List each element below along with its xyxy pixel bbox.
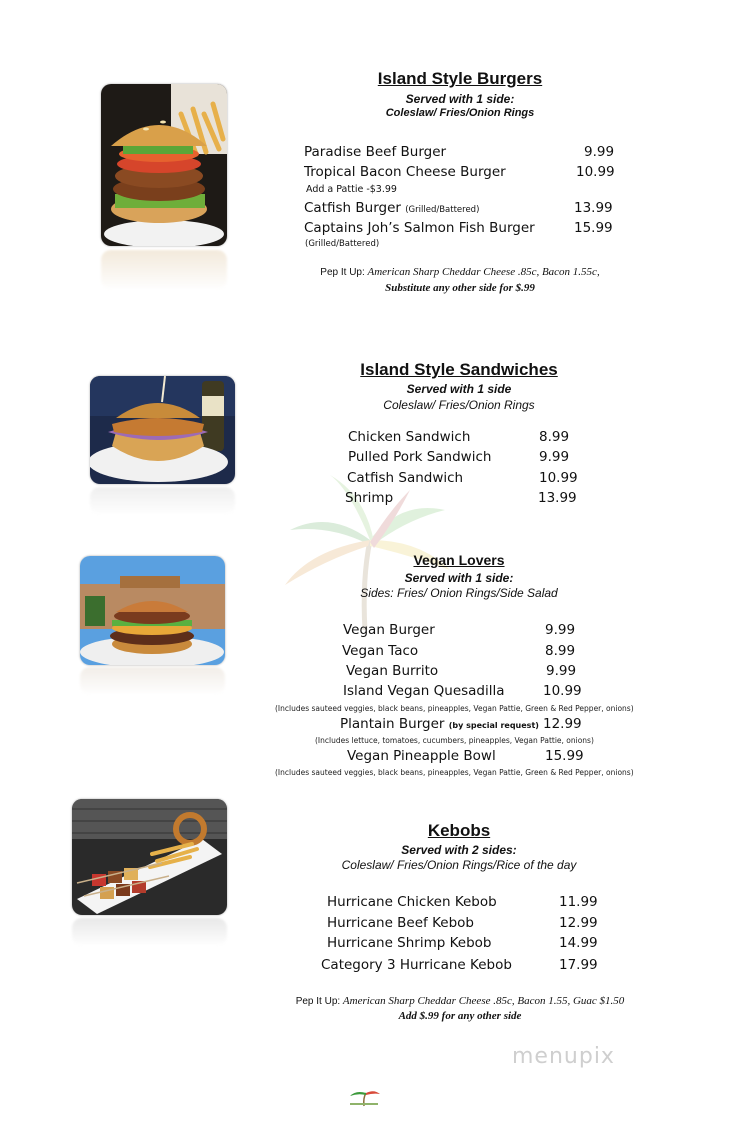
vegan-item-name: Vegan Pineapple Bowl <box>347 748 496 764</box>
kebobs-subtitle: Served with 2 sides: <box>401 843 517 857</box>
vegan-item-name: Vegan Burrito <box>346 663 439 679</box>
kebobs-add-side: Add $.99 for any other side <box>398 1010 522 1022</box>
vegan-item-price: 10.99 <box>543 683 582 699</box>
vegan-item-price: 8.99 <box>545 643 576 659</box>
burger-catfish-note: (Grilled/Battered) <box>405 205 480 215</box>
burgers-photo <box>101 84 227 246</box>
kebob-item-price: 17.99 <box>559 957 598 973</box>
burger-item-name: Tropical Bacon Cheese Burger <box>304 164 506 180</box>
burgers-pep-text: American Sharp Cheddar Cheese .85c, Bacon 1.55c, <box>367 266 600 278</box>
sandwiches-subtitle: Served with 1 side <box>406 382 512 396</box>
burgers-pep-label: Pep It Up: <box>320 267 365 278</box>
burgers-subtitle: Served with 1 side: <box>405 92 515 106</box>
burgers-pep-it-up <box>280 266 640 278</box>
sandwich-item-name: Shrimp <box>345 490 394 506</box>
vegan-item-name <box>340 716 539 732</box>
kebobs-sides: Coleslaw/ Fries/Onion Rings/Rice of the day <box>341 858 577 872</box>
menupix-watermark: menupix <box>512 1044 615 1069</box>
vegan-item-name: Island Vegan Quesadilla <box>343 683 505 699</box>
kebob-item-price: 14.99 <box>559 935 598 951</box>
sandwich-item-name: Catfish Sandwich <box>347 470 464 486</box>
sandwiches-title: Island Style Sandwiches <box>360 360 558 379</box>
vegan-item-name: Vegan Burger <box>343 622 435 638</box>
sandwiches-photo <box>90 376 235 484</box>
burger-item-name: Captains Joh’s Salmon Fish Burger <box>304 220 535 236</box>
vegan-photo-reflection <box>80 667 225 695</box>
kebob-item-name: Hurricane Shrimp Kebob <box>327 935 492 951</box>
sandwiches-photo-reflection <box>90 487 235 515</box>
vegan-item-price: 9.99 <box>546 663 577 679</box>
burger-item-name <box>304 200 479 216</box>
kebobs-pep-text: American Sharp Cheddar Cheese .85c, Bacon 1.55, Guac $1.50 <box>342 995 625 1007</box>
vegan-plantain-special: (by special request) <box>448 721 539 730</box>
kebob-item-price: 11.99 <box>559 894 598 910</box>
burger-item-price: 9.99 <box>584 144 615 160</box>
vegan-item-price: 12.99 <box>543 716 582 732</box>
kebob-item-name: Category 3 Hurricane Kebob <box>321 957 512 973</box>
burger-item-price: 13.99 <box>574 200 613 216</box>
kebob-item-name: Hurricane Chicken Kebob <box>327 894 497 910</box>
vegan-subtitle: Served with 1 side: <box>404 571 514 585</box>
vegan-photo <box>80 556 225 665</box>
burger-add-pattie-note: Add a Pattie -$3.99 <box>306 184 397 195</box>
burger-item-price: 10.99 <box>576 164 615 180</box>
burger-salmon-note: (Grilled/Battered) <box>305 239 380 249</box>
kebob-item-price: 12.99 <box>559 915 598 931</box>
burger-item-price: 15.99 <box>574 220 613 236</box>
kebobs-pep-it-up <box>255 995 665 1007</box>
vegan-plantain-name: Plantain Burger <box>340 716 445 732</box>
burger-catfish-name: Catfish Burger <box>304 200 401 216</box>
sandwich-item-price: 8.99 <box>539 429 570 445</box>
vegan-quesadilla-note: (Includes sauteed veggies, black beans, pineapples, Vegan Pattie, Green & Red Pepper, onions) <box>275 704 634 713</box>
sandwiches-sides: Coleslaw/ Fries/Onion Rings <box>383 398 535 412</box>
burger-item-name: Paradise Beef Burger <box>304 144 447 160</box>
sandwich-item-price: 13.99 <box>538 490 577 506</box>
sandwich-item-name: Chicken Sandwich <box>348 429 471 445</box>
vegan-item-price: 15.99 <box>545 748 584 764</box>
sandwich-item-price: 10.99 <box>539 470 578 486</box>
kebobs-photo <box>72 799 227 915</box>
burgers-sides: Coleslaw/ Fries/Onion Rings <box>385 107 535 119</box>
sandwich-item-name: Pulled Pork Sandwich <box>348 449 492 465</box>
kebob-item-name: Hurricane Beef Kebob <box>327 915 474 931</box>
kebobs-title: Kebobs <box>427 821 491 840</box>
burgers-title: Island Style Burgers <box>377 69 543 88</box>
kebobs-pep-label: Pep It Up: <box>295 996 341 1007</box>
vegan-item-price: 9.99 <box>545 622 576 638</box>
vegan-bowl-note: (Includes sauteed veggies, black beans, pineapples, Vegan Pattie, Green & Red Pepper, onions) <box>275 768 634 777</box>
vegan-plantain-note: (Includes lettuce, tomatoes, cucumbers, pineapples, Vegan Pattie, onions) <box>315 736 594 745</box>
burgers-photo-reflection <box>101 250 227 290</box>
vegan-sides: Sides: Fries/ Onion Rings/Side Salad <box>360 586 558 600</box>
burgers-substitute: Substitute any other side for $.99 <box>385 282 535 294</box>
vegan-title: Vegan Lovers <box>413 552 505 568</box>
footer-palm-logo-icon <box>346 1088 382 1108</box>
sandwich-item-price: 9.99 <box>539 449 570 465</box>
kebobs-photo-reflection <box>72 918 227 946</box>
vegan-item-name: Vegan Taco <box>342 643 419 659</box>
